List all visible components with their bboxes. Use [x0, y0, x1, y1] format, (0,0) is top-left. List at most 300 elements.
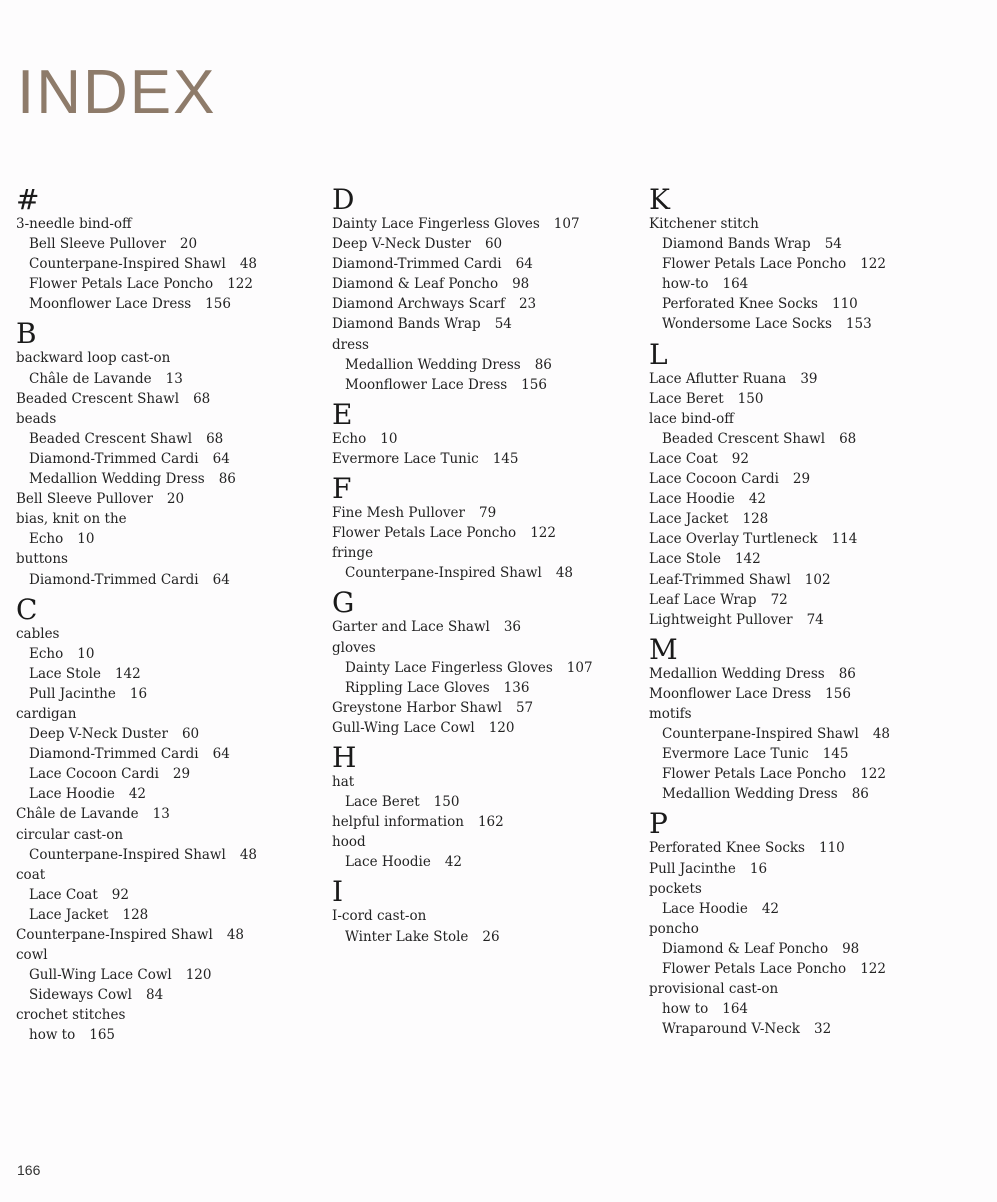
index-column-2 [332, 183, 632, 947]
entry-page-number: 122 [530, 525, 556, 542]
entry-page-number: 74 [806, 611, 824, 628]
entry-term: Diamond-Trimmed Cardi [332, 256, 502, 273]
index-entry [16, 704, 316, 724]
index-subentry [649, 999, 949, 1019]
index-entry [332, 214, 632, 234]
entry-page-number: 32 [813, 1021, 832, 1038]
entry-term: Lace Hoodie [662, 900, 748, 917]
entry-page-number: 84 [145, 987, 164, 1004]
entry-page-number: 23 [518, 296, 537, 313]
index-subentry [16, 274, 316, 294]
entry-term: Flower Petals Lace Poncho [662, 256, 847, 273]
index-section [649, 632, 949, 805]
entry-page-number: 64 [212, 450, 230, 467]
index-entry [332, 503, 632, 523]
index-entry [649, 509, 949, 529]
index-entry [332, 718, 632, 738]
entry-term: Medallion Wedding Dress [345, 356, 521, 373]
entry-term: Lace Stole [29, 665, 101, 682]
entry-page-number: 60 [181, 726, 200, 743]
index-section [332, 397, 632, 469]
entry-term: I-cord cast-on [332, 908, 427, 925]
index-section [649, 807, 949, 1039]
entry-term: Medallion Wedding Dress [649, 665, 825, 682]
entry-term: beads [16, 410, 57, 427]
index-entry [649, 919, 949, 939]
entry-term: crochet stitches [16, 1007, 126, 1024]
entry-page-number: 54 [824, 236, 842, 253]
index-entry [649, 489, 949, 509]
entry-term: provisional cast-on [649, 981, 779, 998]
index-entry [332, 449, 632, 469]
section-letter: # [16, 183, 40, 216]
entry-page-number: 92 [731, 450, 749, 467]
entry-term: Diamond-Trimmed Cardi [29, 450, 199, 467]
entry-page-number: 54 [494, 316, 512, 333]
index-entry [332, 812, 632, 832]
entry-page-number: 16 [129, 685, 148, 702]
entry-page-number: 48 [872, 726, 890, 743]
entry-page-number: 48 [239, 846, 257, 863]
index-subentry [16, 429, 316, 449]
entry-term: gloves [332, 639, 376, 656]
entry-page-number: 60 [484, 236, 503, 253]
index-entry [649, 859, 949, 879]
entry-page-number: 72 [770, 591, 788, 608]
index-subentry [649, 744, 949, 764]
index-subentry [649, 939, 949, 959]
entry-page-number: 20 [179, 236, 198, 253]
entry-term: Lace Cocoon Cardi [29, 766, 159, 783]
index-entry [16, 549, 316, 569]
entry-term: Châle de Lavande [29, 370, 152, 387]
entry-page-number: 48 [555, 565, 573, 582]
entry-term: dress [332, 336, 369, 353]
index-subentry [649, 764, 949, 784]
index-subentry [332, 355, 632, 375]
entry-term: Echo [332, 430, 367, 447]
section-letter: D [332, 183, 355, 216]
entry-page-number: 13 [165, 370, 183, 387]
entry-term: Flower Petals Lace Poncho [662, 766, 847, 783]
entry-page-number: 68 [193, 390, 211, 407]
entry-page-number: 98 [842, 940, 860, 957]
entry-page-number: 162 [477, 814, 504, 831]
entry-page-number: 57 [515, 699, 534, 716]
entry-term: Dainty Lace Fingerless Gloves [345, 659, 553, 676]
entry-page-number: 120 [185, 967, 212, 984]
index-entry [332, 294, 632, 314]
entry-term: Lace Coat [29, 886, 98, 903]
entry-page-number: 10 [77, 645, 95, 662]
entry-term: Diamond Bands Wrap [662, 236, 811, 253]
index-entry [332, 906, 632, 926]
entry-term: Moonflower Lace Dress [29, 296, 192, 313]
entry-term: hat [332, 773, 355, 790]
index-subentry [16, 369, 316, 389]
entry-page-number: 16 [749, 860, 768, 877]
entry-page-number: 164 [722, 276, 749, 293]
entry-term: cardigan [16, 705, 77, 722]
index-subentry [16, 664, 316, 684]
index-section [16, 317, 316, 589]
entry-term: coat [16, 866, 46, 883]
index-entry [649, 979, 949, 999]
index-entry [332, 274, 632, 294]
entry-term: Counterpane-Inspired Shawl [345, 565, 542, 582]
index-section [649, 337, 949, 630]
entry-term: Lace Jacket [29, 906, 109, 923]
index-entry [332, 429, 632, 449]
index-section [332, 875, 632, 946]
entry-term: pockets [649, 880, 702, 897]
entry-page-number: 156 [825, 685, 851, 702]
page-title: INDEX [17, 58, 217, 127]
index-entry [16, 348, 316, 368]
index-subentry [16, 724, 316, 744]
index-entry [649, 529, 949, 549]
index-subentry [16, 254, 316, 274]
index-section [16, 183, 316, 314]
index-subentry [649, 234, 949, 254]
entry-term: Evermore Lace Tunic [332, 450, 479, 467]
index-subentry [16, 294, 316, 314]
entry-term: Deep V-Neck Duster [332, 236, 471, 253]
index-subentry [649, 429, 949, 449]
index-entry [649, 684, 949, 704]
entry-term: Lace Coat [649, 450, 718, 467]
page-number: 166 [17, 1162, 41, 1178]
entry-page-number: 10 [77, 531, 95, 548]
index-entry [649, 409, 949, 429]
index-subentry [16, 965, 316, 985]
index-entry [16, 409, 316, 429]
entry-term: Lace Aflutter Ruana [649, 370, 787, 387]
entry-page-number: 110 [819, 840, 845, 857]
index-subentry [16, 985, 316, 1005]
index-entry [649, 549, 949, 569]
index-entry [332, 314, 632, 334]
entry-page-number: 39 [800, 370, 818, 387]
entry-term: Rippling Lace Gloves [345, 679, 490, 696]
index-column-3 [649, 183, 949, 1039]
entry-term: Lace Hoodie [29, 786, 115, 803]
entry-term: Lace Beret [649, 390, 724, 407]
entry-page-number: 142 [734, 551, 761, 568]
entry-term: Diamond & Leaf Poncho [662, 940, 829, 957]
index-entry [16, 509, 316, 529]
entry-term: Evermore Lace Tunic [662, 746, 809, 763]
entry-page-number: 48 [239, 256, 257, 273]
entry-term: Perforated Knee Socks [649, 840, 805, 857]
entry-page-number: 92 [111, 886, 129, 903]
entry-page-number: 48 [226, 927, 244, 943]
entry-term: Sideways Cowl [29, 987, 132, 1004]
entry-page-number: 107 [553, 216, 580, 232]
entry-term: Pull Jacinthe [29, 685, 116, 702]
index-section [332, 586, 632, 738]
index-entry [332, 254, 632, 274]
entry-term: Moonflower Lace Dress [649, 685, 812, 702]
entry-term: Bell Sleeve Pullover [16, 491, 153, 508]
entry-term: Counterpane-Inspired Shawl [662, 726, 859, 743]
section-letter: E [332, 397, 353, 431]
entry-term: Beaded Crescent Shawl [662, 430, 826, 447]
entry-term: Beaded Crescent Shawl [29, 430, 193, 447]
entry-page-number: 64 [515, 256, 533, 273]
entry-page-number: 150 [433, 794, 460, 811]
entry-term: Châle de Lavande [16, 806, 139, 823]
entry-term: Perforated Knee Socks [662, 296, 818, 313]
index-entry [16, 624, 316, 644]
entry-term: Lace Hoodie [345, 854, 431, 871]
index-subentry [332, 852, 632, 872]
index-subentry [649, 724, 949, 744]
index-subentry [16, 234, 316, 254]
index-entry [16, 945, 316, 965]
index-subentry [332, 375, 632, 395]
index-subentry [649, 274, 949, 294]
index-subentry [16, 744, 316, 764]
index-subentry [332, 927, 632, 947]
entry-term: Garter and Lace Shawl [332, 619, 490, 636]
index-subentry [649, 959, 949, 979]
index-entry [649, 704, 949, 724]
entry-term: buttons [16, 551, 68, 568]
entry-page-number: 122 [860, 766, 886, 783]
index-subentry [16, 449, 316, 469]
entry-page-number: 156 [205, 296, 231, 313]
entry-page-number: 36 [503, 619, 522, 636]
entry-term: Deep V-Neck Duster [29, 726, 168, 743]
entry-page-number: 142 [114, 665, 141, 682]
entry-page-number: 98 [512, 276, 530, 293]
index-subentry [332, 563, 632, 583]
index-subentry [16, 845, 316, 865]
index-entry [16, 925, 316, 945]
section-letter: B [16, 317, 37, 351]
entry-term: cables [16, 625, 60, 642]
section-letter: H [332, 740, 357, 774]
section-letter: K [649, 183, 670, 216]
entry-term: Winter Lake Stole [345, 928, 469, 945]
index-subentry [649, 784, 949, 804]
entry-term: Gull-Wing Lace Cowl [332, 719, 475, 736]
section-letter: F [332, 472, 352, 506]
entry-term: Medallion Wedding Dress [662, 786, 838, 803]
entry-page-number: 150 [737, 390, 764, 407]
index-entry [649, 570, 949, 590]
entry-term: Lace Overlay Turtleneck [649, 531, 818, 548]
index-entry [16, 214, 316, 234]
index-entry [332, 638, 632, 658]
entry-term: Pull Jacinthe [649, 860, 736, 877]
index-entry [332, 523, 632, 543]
index-entry [649, 838, 949, 858]
entry-term: Wondersome Lace Socks [662, 316, 832, 333]
entry-term: backward loop cast-on [16, 350, 171, 367]
entry-term: bias, knit on the [16, 511, 127, 528]
index-entry [649, 389, 949, 409]
index-column-1 [16, 183, 316, 1046]
entry-page-number: 42 [128, 786, 147, 803]
section-letter: G [332, 586, 355, 620]
entry-page-number: 86 [534, 356, 552, 373]
index-entry [332, 617, 632, 637]
index-section [649, 183, 949, 335]
entry-term: hood [332, 834, 366, 851]
section-letter: M [649, 632, 678, 666]
entry-page-number: 128 [742, 511, 769, 528]
entry-term: Lace Cocoon Cardi [649, 471, 779, 488]
index-entry [649, 610, 949, 630]
index-subentry [16, 1025, 316, 1045]
entry-term: Greystone Harbor Shawl [332, 699, 502, 716]
index-entry [332, 543, 632, 563]
entry-term: how-to [662, 276, 709, 293]
entry-page-number: 86 [218, 471, 236, 488]
entry-term: Flower Petals Lace Poncho [29, 276, 214, 293]
entry-term: Flower Petals Lace Poncho [332, 525, 517, 542]
entry-page-number: 79 [479, 505, 497, 522]
entry-term: Diamond Archways Scarf [332, 296, 505, 313]
entry-page-number: 110 [832, 296, 858, 313]
index-subentry [332, 678, 632, 698]
entry-term: Bell Sleeve Pullover [29, 236, 166, 253]
entry-term: Lightweight Pullover [649, 611, 793, 628]
index-entry [332, 698, 632, 718]
index-entry [16, 804, 316, 824]
index-entry [332, 335, 632, 355]
index-subentry [16, 885, 316, 905]
index-section [16, 592, 316, 1046]
entry-term: Fine Mesh Pullover [332, 505, 465, 522]
entry-page-number: 64 [212, 746, 230, 763]
entry-page-number: 42 [444, 854, 463, 871]
entry-term: Dainty Lace Fingerless Gloves [332, 216, 540, 232]
index-subentry [649, 314, 949, 334]
entry-page-number: 13 [152, 806, 170, 823]
entry-term: Lace Stole [649, 551, 721, 568]
entry-term: Flower Petals Lace Poncho [662, 961, 847, 977]
index-subentry [16, 570, 316, 590]
entry-term: how to [29, 1027, 76, 1044]
index-entry [332, 832, 632, 852]
section-letter: C [16, 592, 38, 626]
entry-page-number: 68 [206, 430, 224, 447]
entry-term: Beaded Crescent Shawl [16, 390, 180, 407]
entry-page-number: 10 [380, 430, 398, 447]
entry-term: lace bind-off [649, 410, 734, 427]
index-subentry [16, 764, 316, 784]
entry-term: helpful information [332, 814, 464, 831]
entry-term: Leaf-Trimmed Shawl [649, 571, 791, 588]
entry-page-number: 68 [839, 430, 857, 447]
index-entry [649, 879, 949, 899]
index-entry [16, 389, 316, 409]
entry-term: Diamond & Leaf Poncho [332, 276, 499, 293]
entry-page-number: 122 [227, 276, 253, 293]
entry-term: how to [662, 1001, 709, 1018]
index-subentry [332, 792, 632, 812]
index-subentry [16, 684, 316, 704]
entry-term: Diamond-Trimmed Cardi [29, 571, 199, 588]
entry-term: Medallion Wedding Dress [29, 471, 205, 488]
entry-page-number: 153 [845, 316, 872, 333]
section-letter: P [649, 807, 668, 841]
entry-term: poncho [649, 920, 699, 937]
entry-page-number: 86 [838, 665, 856, 682]
entry-page-number: 29 [172, 766, 191, 783]
index-entry [649, 664, 949, 684]
entry-term: Echo [29, 531, 64, 548]
entry-page-number: 42 [748, 491, 767, 508]
index-entry [649, 369, 949, 389]
entry-term: Diamond-Trimmed Cardi [29, 746, 199, 763]
index-entry [649, 590, 949, 610]
entry-term: Counterpane-Inspired Shawl [29, 256, 226, 273]
entry-term: Lace Hoodie [649, 491, 735, 508]
section-letter: L [649, 337, 668, 371]
entry-page-number: 102 [804, 571, 831, 588]
index-entry [649, 449, 949, 469]
entry-term: Diamond Bands Wrap [332, 316, 481, 333]
entry-page-number: 156 [521, 376, 547, 393]
entry-term: fringe [332, 545, 374, 562]
entry-page-number: 164 [722, 1001, 749, 1018]
entry-page-number: 136 [503, 679, 530, 696]
index-section [332, 740, 632, 872]
entry-term: Wraparound V-Neck [662, 1021, 800, 1038]
entry-page-number: 26 [482, 928, 500, 945]
entry-page-number: 145 [492, 450, 519, 467]
entry-page-number: 165 [89, 1027, 116, 1044]
index-entry [16, 825, 316, 845]
entry-page-number: 145 [822, 746, 849, 763]
entry-page-number: 42 [761, 900, 780, 917]
entry-term: Counterpane-Inspired Shawl [29, 846, 226, 863]
entry-term: Kitchener stitch [649, 216, 759, 232]
index-entry [16, 865, 316, 885]
index-subentry [649, 899, 949, 919]
index-entry [16, 1005, 316, 1025]
index-subentry [16, 529, 316, 549]
index-subentry [16, 784, 316, 804]
index-section [332, 472, 632, 583]
entry-page-number: 114 [831, 531, 858, 548]
index-section [332, 183, 632, 395]
entry-term: cowl [16, 947, 48, 964]
index-subentry [332, 658, 632, 678]
entry-page-number: 107 [566, 659, 593, 676]
entry-page-number: 64 [212, 571, 230, 588]
entry-term: Leaf Lace Wrap [649, 591, 757, 608]
entry-term: Counterpane-Inspired Shawl [16, 927, 213, 943]
entry-page-number: 128 [122, 906, 149, 923]
index-subentry [649, 294, 949, 314]
entry-term: circular cast-on [16, 826, 124, 843]
entry-page-number: 29 [792, 471, 811, 488]
entry-term: Echo [29, 645, 64, 662]
index-subentry [649, 1019, 949, 1039]
section-letter: I [332, 875, 344, 909]
entry-term: motifs [649, 705, 692, 722]
index-entry [649, 469, 949, 489]
index-entry [16, 489, 316, 509]
entry-term: Gull-Wing Lace Cowl [29, 967, 172, 984]
entry-page-number: 86 [851, 786, 869, 803]
entry-term: Moonflower Lace Dress [345, 376, 508, 393]
